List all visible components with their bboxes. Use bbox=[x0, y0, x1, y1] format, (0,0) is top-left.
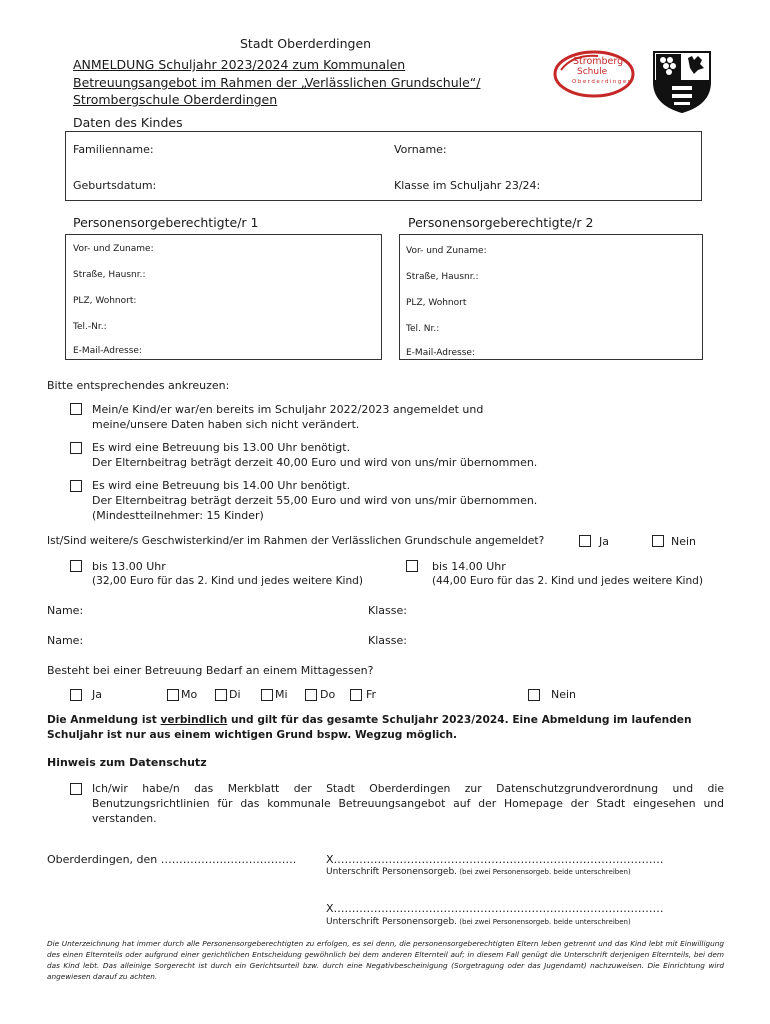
sibling1-name-field[interactable]: Name: bbox=[47, 604, 84, 617]
sibling2-name-field[interactable]: Name: bbox=[47, 634, 84, 647]
lunch-yes-label: Ja bbox=[92, 688, 102, 701]
siblings-no-label: Nein bbox=[671, 535, 697, 548]
binding-emphasis: verbindlich bbox=[160, 714, 228, 726]
lunch-fr-checkbox[interactable] bbox=[350, 689, 362, 701]
sibling-until-14-note: (44,00 Euro für das 2. Kind und jedes weitere Kind) bbox=[432, 575, 704, 587]
binding-note-line2: Schuljahr ist nur aus einem wichtigen Grund bspw. Wegzug möglich. bbox=[47, 729, 458, 741]
siblings-yes-label: Ja bbox=[599, 535, 609, 548]
lunch-mi-checkbox[interactable] bbox=[261, 689, 273, 701]
first-name-field[interactable]: Vorname: bbox=[394, 143, 447, 156]
sibling-until-14-label: bis 14.00 Uhr bbox=[432, 560, 506, 573]
family-name-field[interactable]: Familienname: bbox=[73, 143, 154, 156]
guardian1-city-field[interactable]: PLZ, Wohnort: bbox=[73, 296, 137, 306]
lunch-do-label: Do bbox=[320, 688, 336, 701]
form-title-line2: Betreuungsangebot im Rahmen der „Verlässlichen Grundschule“/ bbox=[73, 75, 481, 90]
guardian1-street-field[interactable]: Straße, Hausnr.: bbox=[73, 270, 146, 280]
sibling-until-14-checkbox[interactable] bbox=[406, 560, 418, 572]
lunch-di-label: Di bbox=[229, 688, 241, 701]
option1-text-1: Mein/e Kind/er war/en bereits im Schuljahr 2022/2023 angemeldet und bbox=[92, 403, 484, 416]
option3-text-1: Es wird eine Betreuung bis 14.00 Uhr benötigt. bbox=[92, 479, 351, 492]
lunch-fr-label: Fr bbox=[366, 688, 377, 701]
school-logo bbox=[553, 50, 635, 98]
privacy-consent-checkbox[interactable] bbox=[70, 783, 82, 795]
birth-date-field[interactable]: Geburtsdatum: bbox=[73, 179, 157, 192]
lunch-yes-checkbox[interactable] bbox=[70, 689, 82, 701]
option2-text-1: Es wird eine Betreuung bis 13.00 Uhr benötigt. bbox=[92, 441, 351, 454]
option1-text-2: meine/unsere Daten haben sich nicht verändert. bbox=[92, 418, 360, 431]
lunch-mi-label: Mi bbox=[275, 688, 288, 701]
coat-of-arms-icon bbox=[650, 48, 714, 117]
sibling2-class-field[interactable]: Klasse: bbox=[368, 634, 407, 647]
lunch-no-checkbox[interactable] bbox=[528, 689, 540, 701]
siblings-yes-checkbox[interactable] bbox=[579, 535, 591, 547]
option3-text-3: (Mindestteilnehmer: 15 Kinder) bbox=[92, 509, 264, 522]
logo-text-3: Oberderdingen bbox=[572, 79, 633, 85]
lunch-mo-checkbox[interactable] bbox=[167, 689, 179, 701]
guardian1-phone-field[interactable]: Tel.-Nr.: bbox=[73, 322, 107, 332]
child-data-box bbox=[65, 131, 702, 201]
signature2-line[interactable]: X……………………………………………………………………………… bbox=[326, 902, 664, 915]
guardian2-phone-field[interactable]: Tel. Nr.: bbox=[406, 324, 440, 334]
lunch-do-checkbox[interactable] bbox=[305, 689, 317, 701]
care-until-13-checkbox[interactable] bbox=[70, 442, 82, 454]
lunch-question: Besteht bei einer Betreuung Bedarf an einem Mittagessen? bbox=[47, 664, 374, 677]
sibling-until-13-label: bis 13.00 Uhr bbox=[92, 560, 166, 573]
care-until-14-checkbox[interactable] bbox=[70, 480, 82, 492]
city-name: Stadt Oberderdingen bbox=[240, 36, 372, 51]
child-section-title: Daten des Kindes bbox=[73, 115, 183, 130]
lunch-di-checkbox[interactable] bbox=[215, 689, 227, 701]
class-field[interactable]: Klasse im Schuljahr 23/24: bbox=[394, 179, 541, 192]
privacy-title: Hinweis zum Datenschutz bbox=[47, 756, 207, 769]
guardian1-title: Personensorgeberechtigte/r 1 bbox=[73, 215, 259, 230]
binding-note-line1: Die Anmeldung ist verbindlich und gilt für das gesamte Schuljahr 2023/2024. Eine Abmeldung im laufenden bbox=[47, 714, 692, 726]
guardian2-city-field[interactable]: PLZ, Wohnort bbox=[406, 298, 467, 308]
signature1-line[interactable]: X……………………………………………………………………………… bbox=[326, 853, 664, 866]
signature1-caption: Unterschrift Personensorgeb. (bei zwei Personensorgeb. beide unterschreiben) bbox=[326, 867, 631, 877]
logo-text-1: Stromberg bbox=[573, 56, 624, 67]
siblings-question: Ist/Sind weitere/s Geschwisterkind/er im Rahmen der Verlässlichen Grundschule angemeldet? bbox=[47, 535, 545, 547]
options-intro: Bitte entsprechendes ankreuzen: bbox=[47, 379, 230, 392]
option3-text-2: Der Elternbeitrag beträgt derzeit 55,00 Euro und wird von uns/mir übernommen. bbox=[92, 494, 538, 507]
guardian2-title: Personensorgeberechtigte/r 2 bbox=[408, 215, 594, 230]
guardian2-email-field[interactable]: E-Mail-Adresse: bbox=[406, 348, 475, 358]
option2-text-2: Der Elternbeitrag beträgt derzeit 40,00 Euro und wird von uns/mir übernommen. bbox=[92, 456, 538, 469]
sibling-until-13-note: (32,00 Euro für das 2. Kind und jedes weitere Kind) bbox=[92, 575, 364, 587]
form-title-line1: ANMELDUNG Schuljahr 2023/2024 zum Kommunalen bbox=[73, 57, 406, 72]
signature2-caption: Unterschrift Personensorgeb. (bei zwei Personensorgeb. beide unterschreiben) bbox=[326, 917, 631, 927]
guardian1-email-field[interactable]: E-Mail-Adresse: bbox=[73, 346, 142, 356]
lunch-mo-label: Mo bbox=[181, 688, 198, 701]
sibling-until-13-checkbox[interactable] bbox=[70, 560, 82, 572]
place-date-field[interactable]: Oberderdingen, den ………………………………. bbox=[47, 853, 297, 866]
sibling1-class-field[interactable]: Klasse: bbox=[368, 604, 407, 617]
form-title-line3: Strombergschule Oberderdingen bbox=[73, 92, 278, 107]
guardian2-name-field[interactable]: Vor- und Zuname: bbox=[406, 246, 487, 256]
previous-registration-checkbox[interactable] bbox=[70, 403, 82, 415]
lunch-no-label: Nein bbox=[551, 688, 577, 701]
footnote: Die Unterzeichnung hat immer durch alle Personensorgeberechtigten zu erfolgen, es sei denn, die personensorgeberechtigten Eltern leben getrennt und das Kind lebt mit Einwilligung des einen Elternteils oder aufgrund einer gerichtlichen Entscheidung gewöhnlich bei dem anderen Elternteil auf; in diesem Fall genügt die Unterschrift derjenigen Elternteils, bei dem das Kind lebt. Das alleinige Sorgerecht ist durch ein Gerichtsurteil bzw. durch eine Negativbescheinigung (Sorgetragung oder das Jugendamt) nachzuweisen. Die Einrichtung wird angewiesen darauf zu achten. bbox=[47, 939, 724, 981]
guardian2-street-field[interactable]: Straße, Hausnr.: bbox=[406, 272, 479, 282]
siblings-no-checkbox[interactable] bbox=[652, 535, 664, 547]
guardian1-name-field[interactable]: Vor- und Zuname: bbox=[73, 244, 154, 254]
privacy-text: Ich/wir habe/n das Merkblatt der Stadt Oberderdingen zur Datenschutzgrundverordnung und die Benutzungsrichtlinien für das kommunale Betreuungsangebot auf der Homepage der Stadt eingesehen und verstanden. bbox=[92, 782, 724, 825]
logo-text-2: Schule bbox=[577, 67, 608, 77]
